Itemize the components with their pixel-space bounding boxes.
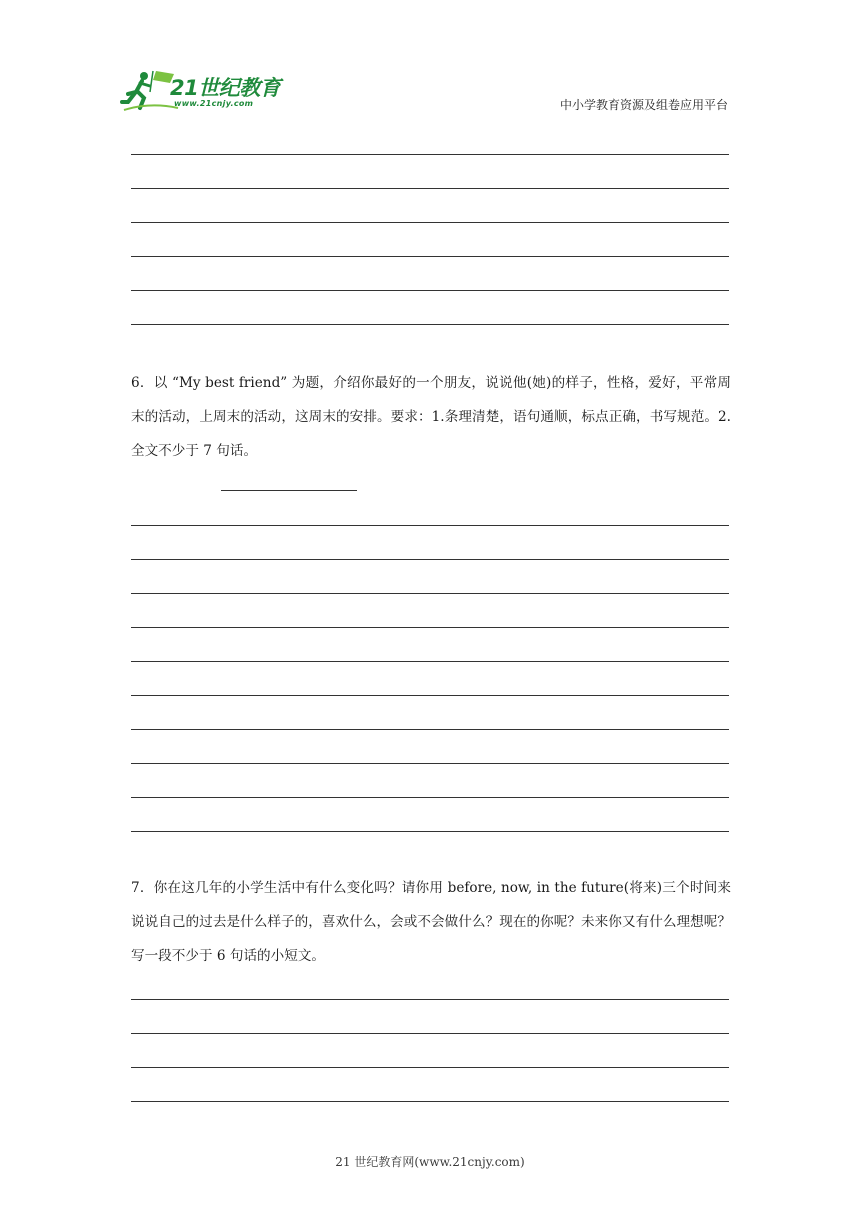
page-footer: 21 世纪教育网(www.21cnjy.com) xyxy=(335,1155,525,1169)
writing-line xyxy=(131,593,729,594)
writing-line xyxy=(131,154,729,155)
writing-line xyxy=(131,831,729,832)
writing-line xyxy=(131,729,729,730)
writing-line xyxy=(131,559,729,560)
writing-line xyxy=(131,290,729,291)
writing-line xyxy=(131,525,729,526)
platform-tagline: 中小学教育资源及组卷应用平台 xyxy=(559,98,728,112)
logo-url: www.21cnjy.com xyxy=(174,99,254,108)
writing-line xyxy=(131,1033,729,1034)
writing-line xyxy=(131,256,729,257)
writing-line xyxy=(131,324,729,325)
writing-line xyxy=(131,1101,729,1102)
site-logo xyxy=(120,68,295,114)
writing-line xyxy=(131,188,729,189)
writing-line xyxy=(131,695,729,696)
title-blank-line xyxy=(221,490,357,491)
writing-line xyxy=(131,797,729,798)
writing-line xyxy=(131,222,729,223)
writing-line xyxy=(131,1067,729,1068)
question-6-prompt: 6．以 “My best friend” 为题，介绍你最好的一个朋友，说说他(她)的样子，性格，爱好，平常周末的活动，上周末的活动，这周末的安排。要求：1.条理清楚，语句通顺，标点正确，书写规范。2.全文不少于 7 句话。 xyxy=(131,375,731,459)
writing-line xyxy=(131,763,729,764)
writing-line xyxy=(131,999,729,1000)
writing-line xyxy=(131,661,729,662)
question-7-prompt: 7．你在这几年的小学生活中有什么变化吗？请你用 before, now, in the future(将来)三个时间来说说自己的过去是什么样子的，喜欢什么，会或不会做什么？现在的你呢？未来你又有什么理想呢？写一段不少于 6 句话的小短文。 xyxy=(131,880,731,964)
writing-line xyxy=(131,627,729,628)
logo-wordmark: 21世纪教育 xyxy=(170,76,281,100)
